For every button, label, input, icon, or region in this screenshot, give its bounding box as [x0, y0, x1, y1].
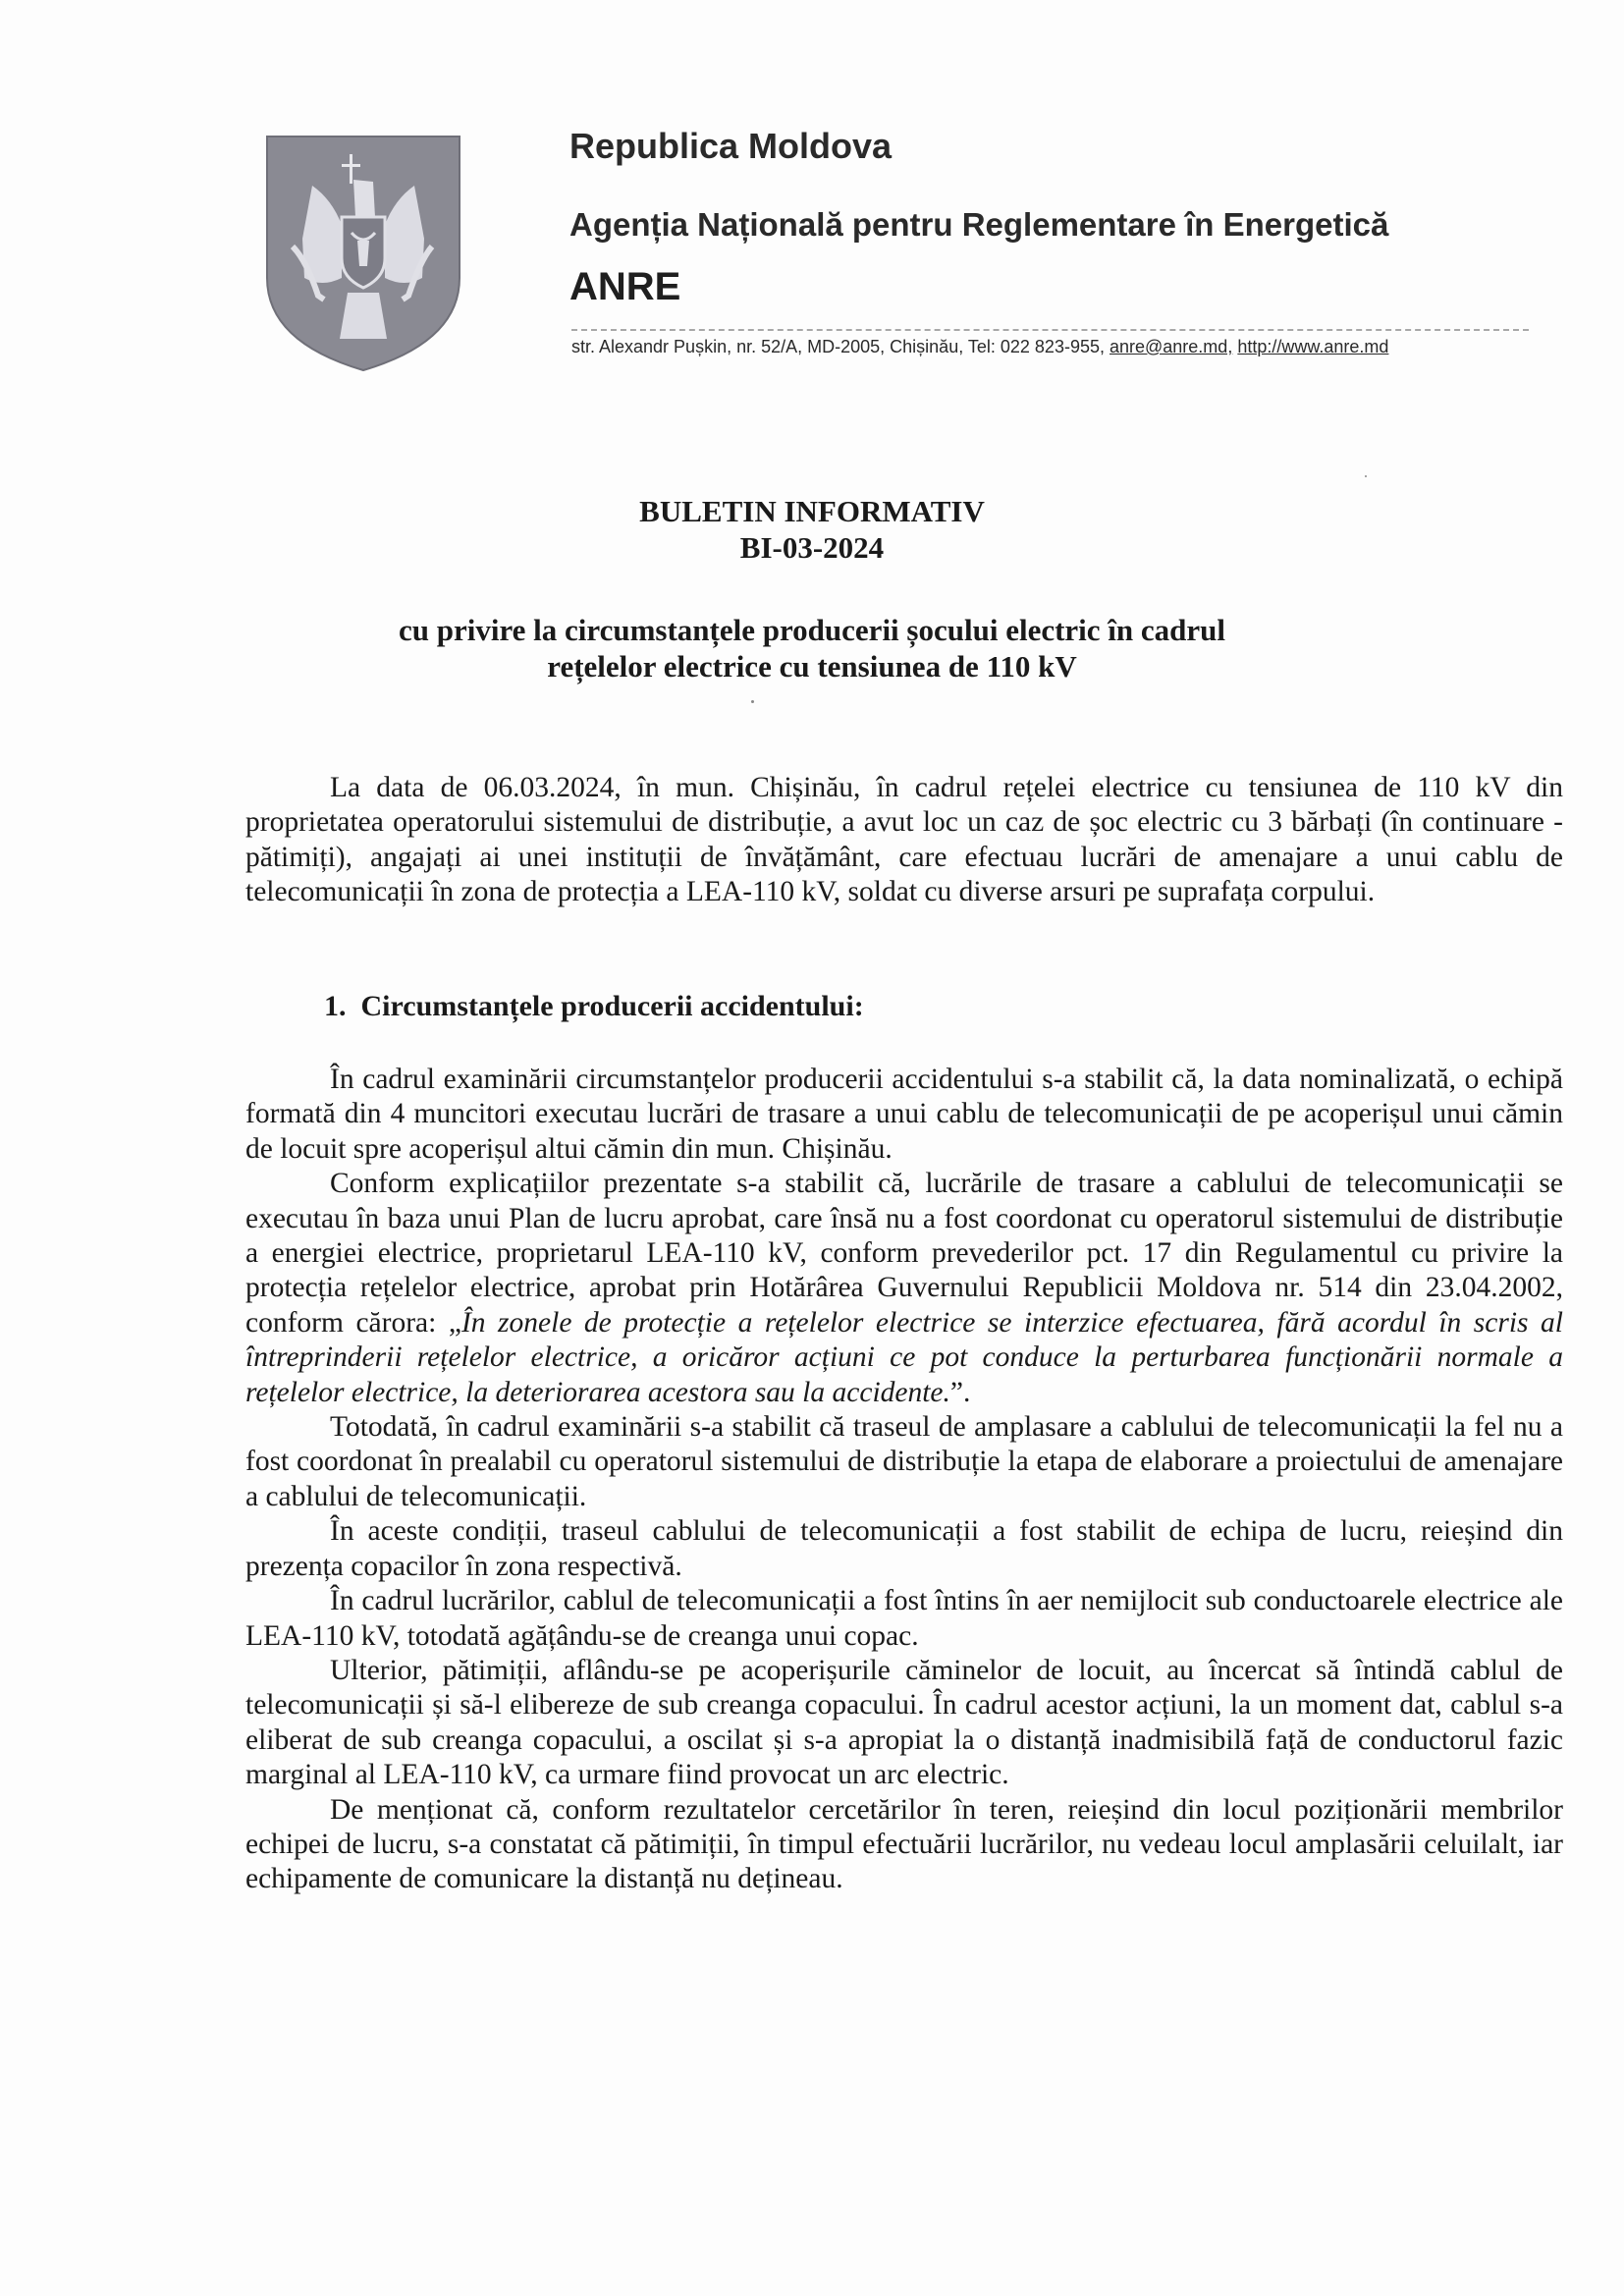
- document-title: BULETIN INFORMATIV: [639, 494, 985, 528]
- body-paragraph: În cadrul lucrărilor, cablul de telecomunicații a fost întins în aer nemijlocit sub conductoarele electrice ale LEA-110 kV, totodată agățându-se de creanga unui copac.: [245, 1585, 1563, 1652]
- body-paragraph: Totodată, în cadrul examinării s-a stabilit că traseul de amplasare a cablului de telecomunicații la fel nu a fost coordonat în prealabil cu operatorul sistemului de distribuție la etapa de elaborare a proiectului de amenajare a cablului de telecomunicații.: [245, 1411, 1563, 1512]
- body-paragraph: În cadrul examinării circumstanțelor producerii accidentului s-a stabilit că, la data nominalizată, o echipă formată din 4 muncitori executau lucrări de trasare a unui cablu de telecomunicații de pe acoperișul unui cămin de locuit spre acoperișul altui cămin din mun. Chișinău.: [245, 1064, 1563, 1165]
- body-paragraph-with-quote: [245, 1167, 1563, 1410]
- section-heading: [324, 990, 864, 1023]
- scan-speck: [1365, 475, 1367, 477]
- body-paragraph: Ulterior, pătimiții, aflându-se pe acoperișurile căminelor de locuit, au încercat să întindă cablul de telecomunicații și să-l elibereze de sub creanga copacului. În cadrul acestor acțiuni, la un moment dat, cablul s-a eliberat de sub creanga copacului, a oscilat și s-a apropiat la o distanță inadmisibilă față de conductorul fazic marginal al LEA-110 kV, ca urmare fiind provocat un arc electric.: [245, 1654, 1563, 1791]
- letterhead-country: Republica Moldova: [569, 126, 893, 166]
- document-number: BI-03-2024: [739, 530, 885, 565]
- coat-of-arms-icon: [263, 131, 463, 374]
- document-subtitle-line-2: rețelelor electrice cu tensiunea de 110 kV: [547, 649, 1077, 683]
- letterhead-divider: [571, 329, 1529, 331]
- intro-section: [245, 771, 1563, 910]
- letterhead-contacts: [571, 337, 1388, 357]
- intro-paragraph: La data de 06.03.2024, în mun. Chișinău, în cadrul rețelei electrice cu tensiunea de 110 kV din proprietatea operatorului sistemului de distribuție, a avut loc un caz de șoc electric cu 3 bărbați (în continuare - pătimiți), angajați ai unei instituții de învățământ, care efectuau lucrări de amenajare a unui cablu de telecomunicații în zona de protecția a LEA-110 kV, soldat cu diverse arsuri pe suprafața corpului.: [245, 772, 1563, 908]
- body-paragraph: De menționat că, conform rezultatelor cercetărilor în teren, reieșind din locul poziționării membrilor echipei de lucru, s-a constatat că pătimiții, în timpul efectuării lucrărilor, nu vedeau locul amplasării celuilalt, iar echipamente de comunicare la distanță nu dețineau.: [245, 1793, 1563, 1895]
- paragraph-text: Conform explicațiilor prezentate s-a stabilit că, lucrările de trasare a cablului de telecomunicații se executau în baza unui Plan de lucru aprobat, care însă nu a fost coordonat cu operatorul sistemului de distribuție a energiei electrice, proprietarul LEA-110 kV, conform prevederilor pct. 17 din Regulamentul cu privire la protecția rețelelor electrice, aprobat prin Hotărârea Guvernului Republicii Moldova nr. 514 din 23.04.2002, conform cărora: „: [245, 1168, 1563, 1339]
- scan-speck: [751, 700, 754, 703]
- letterhead-abbreviation: ANRE: [569, 265, 681, 308]
- quote-close: ”.: [949, 1376, 971, 1408]
- regulation-quote: În zonele de protecție a rețelelor electrice se interzice efectuarea, fără acordul în scris al întreprinderii rețelelor electrice, a oricăror acțiuni ce pot conduce la perturbarea funcționării normale a rețelelor electrice, la deteriorarea acestora sau la accidente.: [245, 1306, 1563, 1408]
- document-subtitle-line-1: cu privire la circumstanțele producerii șocului electric în cadrul: [398, 613, 1226, 647]
- section-number: 1.: [324, 990, 347, 1022]
- letterhead-agency-name: Agenția Națională pentru Reglementare în Energetică: [569, 206, 1389, 243]
- section-body: [245, 1063, 1563, 1897]
- address-text: str. Alexandr Pușkin, nr. 52/A, MD-2005, Chișinău, Tel: 022 823-955,: [571, 337, 1110, 356]
- website-link[interactable]: http://www.anre.md: [1237, 337, 1389, 356]
- email-link[interactable]: anre@anre.md,: [1109, 337, 1233, 356]
- section-title: Circumstanțele producerii accidentului:: [360, 990, 864, 1022]
- body-paragraph: În aceste condiții, traseul cablului de telecomunicații a fost stabilit de echipa de lucru, reieșind din prezența copacilor în zona respectivă.: [245, 1515, 1563, 1582]
